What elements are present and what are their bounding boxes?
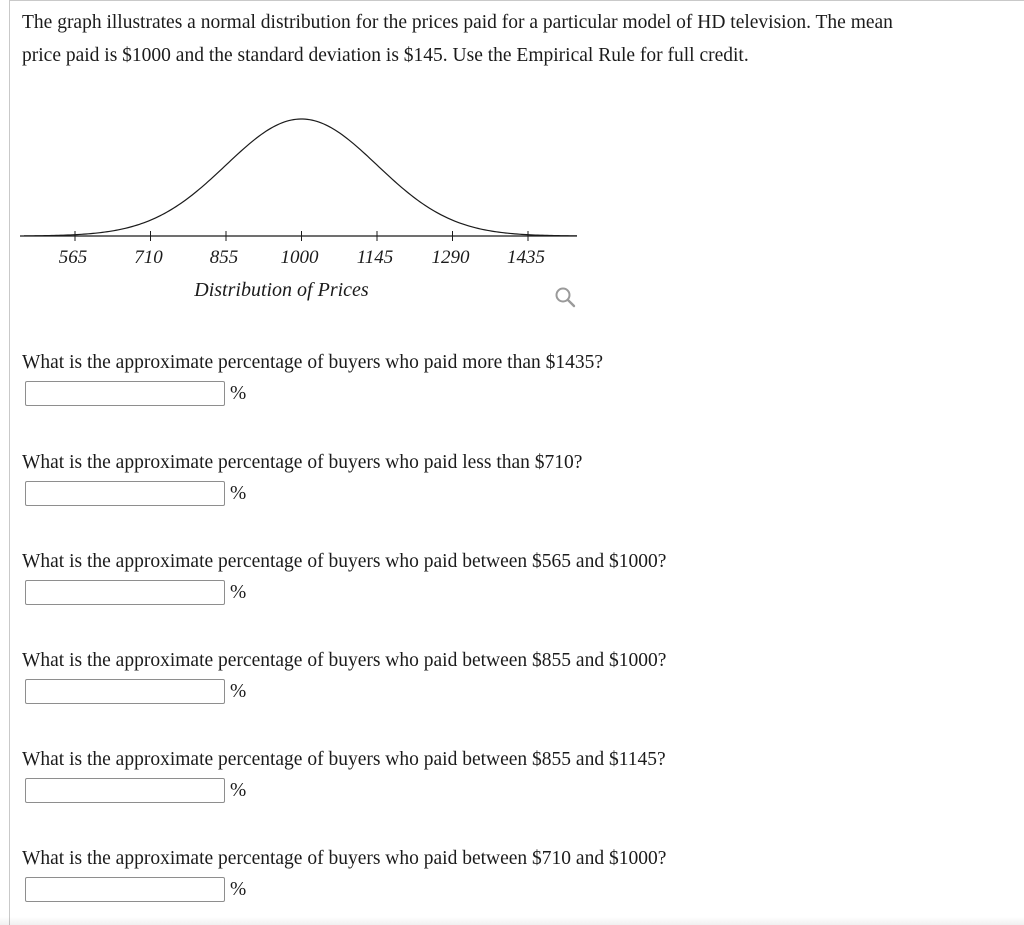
percent-unit: %	[230, 483, 247, 504]
percent-unit: %	[230, 582, 247, 603]
percent-unit: %	[230, 681, 247, 702]
x-tick-label: 1000	[280, 247, 319, 268]
question-6	[22, 846, 1002, 902]
x-tick-label: 1435	[507, 247, 545, 268]
answer-row	[25, 877, 1002, 902]
distribution-chart	[20, 105, 580, 305]
answer-input-4[interactable]	[25, 679, 225, 704]
answer-row	[25, 679, 1002, 704]
question-4	[22, 648, 1002, 704]
answer-row	[25, 580, 1002, 605]
problem-text-line-1: The graph illustrates a normal distribution for the prices paid for a particular model of HD television. The mean	[22, 12, 893, 33]
answer-row	[25, 481, 1002, 506]
answer-row	[25, 778, 1002, 803]
question-text: What is the approximate percentage of buyers who paid between $855 and $1145?	[22, 749, 666, 770]
answer-row	[25, 381, 1002, 406]
answer-input-5[interactable]	[25, 778, 225, 803]
x-axis-title: Distribution of Prices	[194, 279, 369, 301]
problem-text-line-2: price paid is $1000 and the standard deviation is $145. Use the Empirical Rule for full credit.	[22, 45, 749, 66]
percent-unit: %	[230, 879, 247, 900]
magnifier-icon[interactable]	[553, 285, 577, 309]
x-tick-label: 565	[58, 247, 88, 268]
question-text: What is the approximate percentage of buyers who paid between $855 and $1000?	[22, 650, 667, 671]
question-5	[22, 747, 1002, 803]
question-3	[22, 549, 1002, 605]
answer-input-2[interactable]	[25, 481, 225, 506]
question-2	[22, 450, 1002, 506]
answer-input-3[interactable]	[25, 580, 225, 605]
question-text: What is the approximate percentage of buyers who paid less than $710?	[22, 452, 583, 473]
x-tick-label: 710	[134, 247, 163, 268]
percent-unit: %	[230, 383, 247, 404]
normal-distribution-graph	[20, 105, 580, 305]
x-tick-label: 855	[209, 247, 239, 268]
percent-unit: %	[230, 780, 247, 801]
question-text: What is the approximate percentage of buyers who paid between $565 and $1000?	[22, 551, 667, 572]
question-text: What is the approximate percentage of buyers who paid between $710 and $1000?	[22, 848, 667, 869]
answer-input-6[interactable]	[25, 877, 225, 902]
density-curve	[24, 119, 577, 236]
answer-input-1[interactable]	[25, 381, 225, 406]
problem-statement	[22, 6, 1022, 72]
question-text: What is the approximate percentage of buyers who paid more than $1435?	[22, 352, 604, 373]
x-tick-label: 1290	[431, 247, 470, 268]
x-tick-label: 1145	[356, 247, 394, 268]
bottom-edge	[0, 917, 1024, 925]
question-1	[22, 350, 1002, 406]
